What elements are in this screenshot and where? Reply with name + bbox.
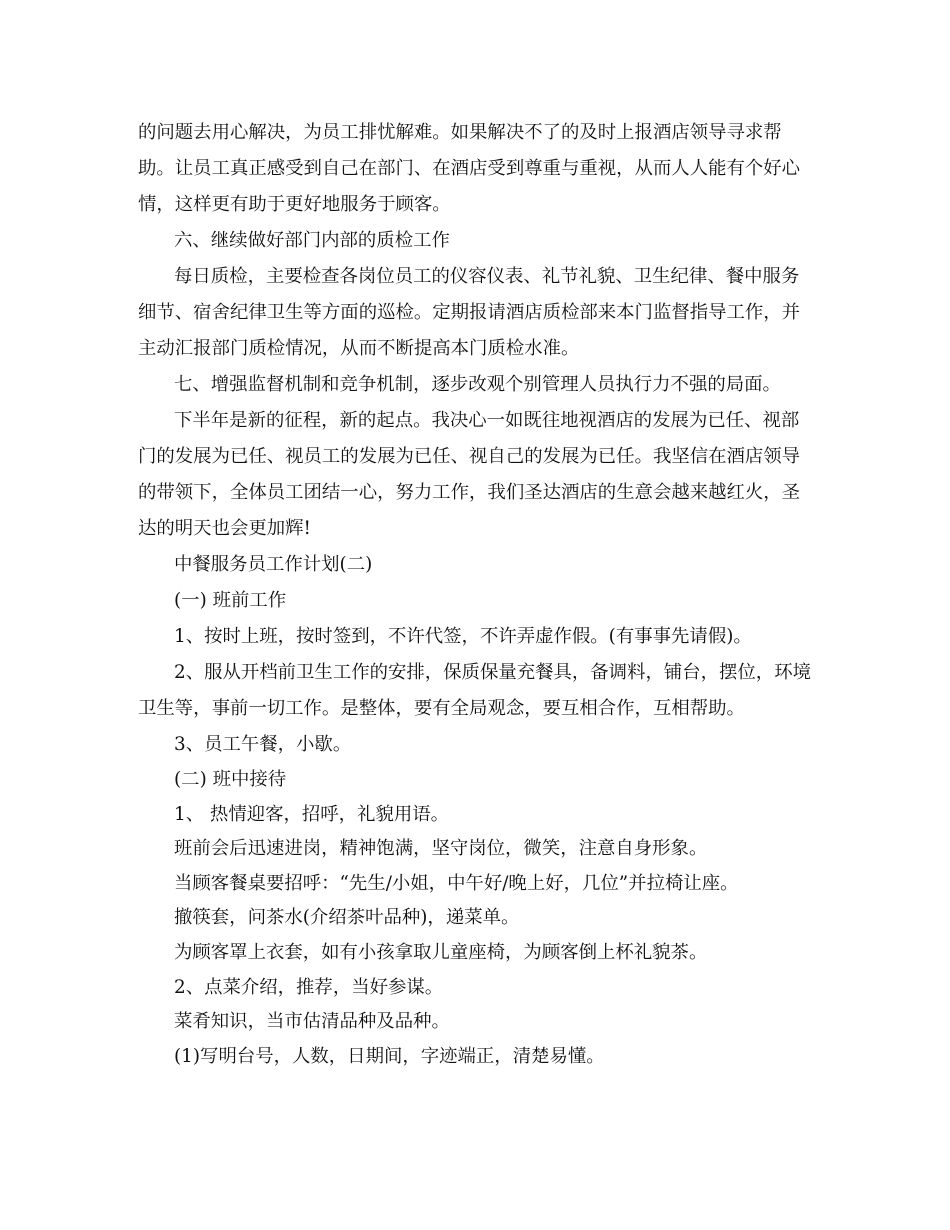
paragraph-greeting: 当顾客餐桌要招呼：“先生/小姐，中午好/晚上好，几位”并拉椅让座。	[174, 872, 739, 894]
list-item-order-slip: (1)写明台号，人数，日期间，字迹端正，清楚易懂。	[174, 1045, 605, 1067]
list-item-1: 1、按时上班，按时签到，不许代签，不许弄虚作假。(有事事先请假)。	[174, 626, 752, 647]
section-heading-six: 六、继续做好部门内部的质检工作	[174, 230, 450, 251]
paragraph-coat-cover: 为顾客罩上衣套，如有小孩拿取儿童座椅，为顾客倒上杯礼貌茶。	[174, 941, 708, 963]
section-heading-seven: 七、增强监督机制和竞争机制，逐步改观个别管理人员执行力不强的局面。	[174, 374, 781, 395]
list-item-3: 3、员工午餐，小歇。	[174, 734, 352, 755]
paragraph-dish-knowledge: 菜肴知识，当市估清品种及品种。	[174, 1011, 450, 1033]
document-subtitle: 中餐服务员工作计划(二)	[174, 554, 373, 575]
paragraph-daily-inspection: 每日质检，主要检查各岗位员工的仪容仪表、礼节礼貌、卫生纪律、餐中服务细节、宿舍纪律卫生等方面的巡检。定期报请酒店质检部来本门监督指导工作，并主动汇报部门质检情况，从而不断提高本门质检水准。	[138, 266, 801, 359]
paragraph-second-half-year: 下半年是新的征程，新的起点。我决心一如既往地视酒店的发展为已任、视部门的发展为已任、视员工的发展为已任、视自己的发展为已任。我坚信在酒店领导的带领下，全体员工团结一心，努力工作，我们圣达酒店的生意会越来越红火，圣达的明天也会更加辉!	[138, 410, 801, 539]
list-item-ordering: 2、点菜介绍，推荐，当好参谋。	[174, 976, 444, 998]
paragraph-post-briefing: 班前会后迅速进岗，精神饱满，坚守岗位，微笑，注意自身形象。	[174, 838, 708, 860]
paragraph-continuation: 的问题去用心解决，为员工排忧解难。如果解决不了的及时上报酒店领导寻求帮助。让员工真正感受到自己在部门、在酒店受到尊重与重视，从而人人能有个好心情，这样更有助于更好地服务于顾客。	[138, 122, 801, 215]
list-item-welcome: 1、 热情迎客，招呼，礼貌用语。	[174, 803, 450, 825]
paragraph-tea-menu: 撤筷套，问茶水(介绍茶叶品种)，递菜单。	[174, 907, 520, 929]
section-heading-pre-shift: (一) 班前工作	[174, 590, 287, 611]
document-body	[138, 115, 814, 1074]
list-item-2: 2、服从开档前卫生工作的安排，保质保量充餐具，备调料，铺台，摆位，环境卫生等，事前一切工作。是整体，要有全局观念，要互相合作，互相帮助。	[138, 662, 811, 719]
section-heading-in-shift: (二) 班中接待	[174, 769, 287, 790]
